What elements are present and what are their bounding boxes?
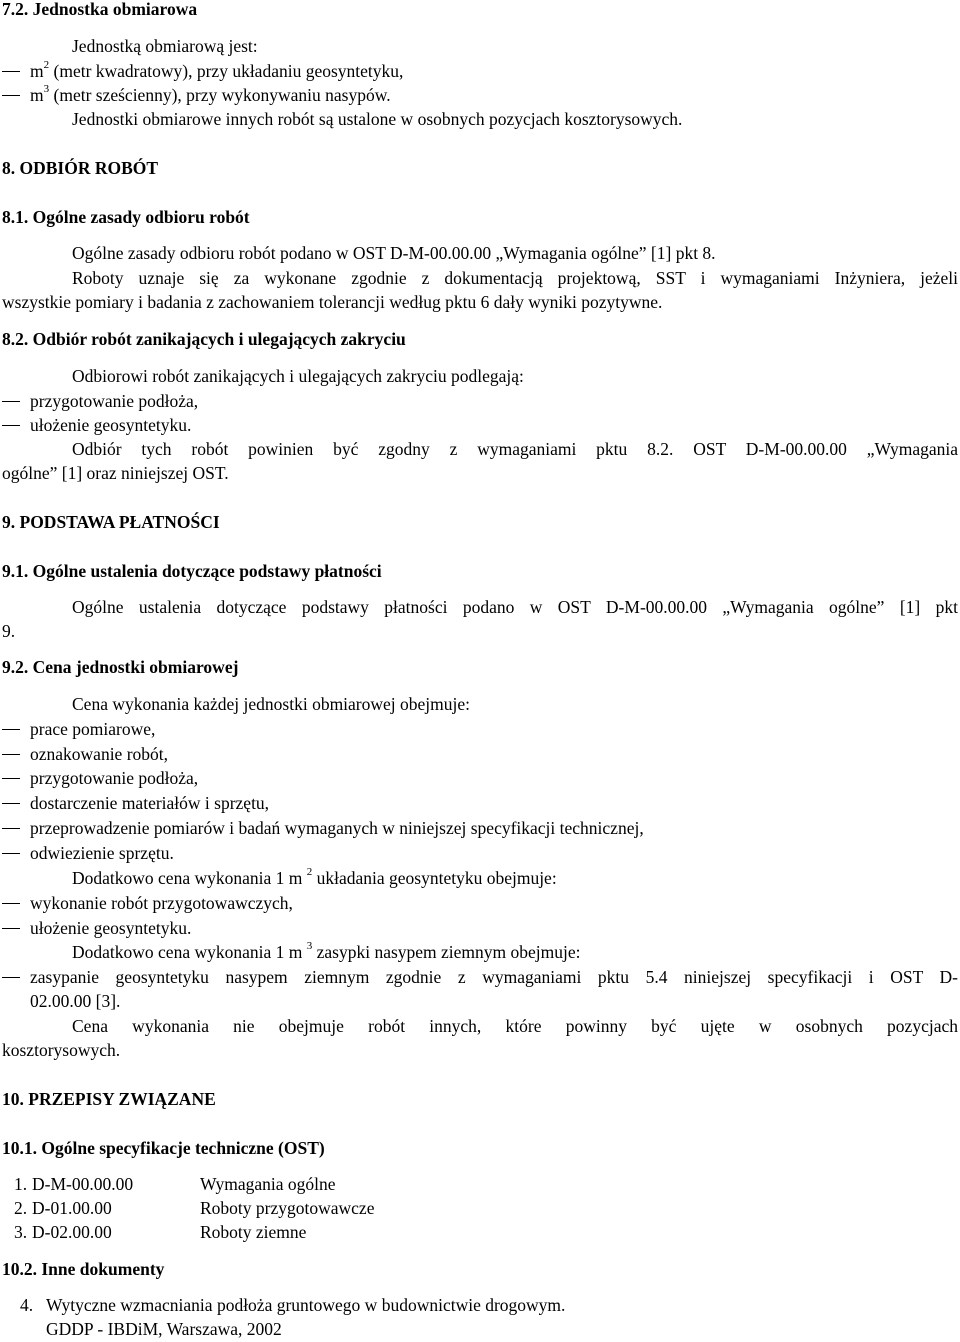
p82-acceptance-line2: ogólne” [1] oraz niniejszej OST.	[2, 463, 229, 483]
section-8-1-heading: 8.1. Ogólne zasady odbioru robót	[2, 207, 250, 227]
section-10-heading: 10. PRZEPISY ZWIĄZANE	[2, 1089, 216, 1109]
section-8-2-heading: 8.2. Odbiór robót zanikających i ulegających zakryciu	[2, 329, 406, 349]
p81-general: Ogólne zasady odbioru robót podano w OST D-M-00.00.00 „Wymagania ogólne” [1] pkt 8.	[72, 243, 716, 263]
list-dash	[2, 71, 20, 72]
list-dash	[2, 853, 20, 854]
list-dash	[2, 928, 20, 929]
spec-row	[14, 1197, 374, 1219]
unit-intro: Jednostką obmiarową jest:	[72, 36, 258, 56]
spec-row	[14, 1221, 306, 1243]
spec-title: Wymagania ogólne	[200, 1174, 336, 1194]
list-item: wykonanie robót przygotowawczych,	[30, 893, 293, 913]
p91-line1: Ogólne ustalenia dotyczące podstawy płatności podano w OST D-M-00.00.00 „Wymagania ogólne” [1] pkt	[72, 597, 958, 617]
exclusion-line1: Cena wykonania nie obejmuje robót innych, które powinny być ujęte w osobnych pozycjach	[72, 1016, 958, 1036]
section-9-2-heading: 9.2. Cena jednostki obmiarowej	[2, 657, 239, 677]
list-dash	[2, 803, 20, 804]
section-7-2-heading: 7.2. Jednostka obmiarowa	[2, 0, 198, 19]
spec-code: D-02.00.00	[32, 1222, 112, 1242]
list-item: ułożenie geosyntetyku.	[30, 415, 192, 435]
list-item: przygotowanie podłoża,	[30, 391, 199, 411]
section-10-1-heading: 10.1. Ogólne specyfikacje techniczne (OST)	[2, 1138, 325, 1158]
spec-title: Roboty ziemne	[200, 1222, 307, 1242]
unit-item-m2: $m^2$ (metr kwadratowy), przy układaniu geosyntetyku,	[30, 59, 404, 81]
section-10-2-heading: 10.2. Inne dokumenty	[2, 1259, 165, 1279]
list-item: odwiezienie sprzętu.	[30, 843, 174, 863]
spec-number: 3.	[14, 1222, 28, 1242]
p81-acceptance-line1: Roboty uznaje się za wykonane zgodnie z dokumentacją projektową, SST i wymaganiami Inżyniera, jeżeli	[72, 268, 958, 288]
list-dash	[2, 828, 20, 829]
other-units-text: Jednostki obmiarowe innych robót są ustalone w osobnych pozycjach kosztorysowych.	[72, 109, 683, 129]
list-item: przeprowadzenie pomiarów i badań wymaganych w niniejszej specyfikacji technicznej,	[30, 818, 644, 838]
doc-title-line2: GDDP - IBDiM, Warszawa, 2002	[46, 1319, 282, 1339]
list-item: prace pomiarowe,	[30, 719, 156, 739]
list-dash	[2, 95, 20, 96]
list-dash	[2, 729, 20, 730]
spec-number: 1.	[14, 1174, 28, 1194]
unit-item-m3: $m^3$ (metr sześcienny), przy wykonywaniu nasypów.	[30, 83, 391, 105]
list-dash	[2, 977, 20, 978]
list-dash	[2, 425, 20, 426]
p82-intro: Odbiorowi robót zanikających i ulegających zakryciu podlegają:	[72, 366, 524, 386]
p82-acceptance-line1: Odbiór tych robót powinien być zgodny z wymaganiami pktu 8.2. OST D-M-00.00.00 „Wymagania	[72, 439, 958, 459]
list-item: ułożenie geosyntetyku.	[30, 918, 192, 938]
list-item-line2: 02.00.00 [3].	[30, 991, 121, 1011]
list-dash	[2, 754, 20, 755]
spec-title: Roboty przygotowawcze	[200, 1198, 375, 1218]
list-dash	[2, 401, 20, 402]
spec-number: 2.	[14, 1198, 28, 1218]
section-9-heading: 9. PODSTAWA PŁATNOŚCI	[2, 512, 220, 532]
additional-m2-intro: Dodatkowo cena wykonania 1 m $^2$ układania geosyntetyku obejmuje:	[72, 866, 557, 888]
list-item: dostarczenie materiałów i sprzętu,	[30, 793, 270, 813]
p92-intro: Cena wykonania każdej jednostki obmiarowej obejmuje:	[72, 694, 471, 714]
list-item-line1: zasypanie geosyntetyku nasypem ziemnym zgodnie z wymaganiami pktu 5.4 niniejszej specyfikacji i OST D-	[30, 967, 958, 987]
doc-number: 4.	[20, 1295, 34, 1315]
p81-acceptance-line2: wszystkie pomiary i badania z zachowaniem tolerancji według pktu 6 dały wyniki pozytywne.	[2, 292, 663, 312]
list-dash	[2, 903, 20, 904]
list-item: oznakowanie robót,	[30, 744, 169, 764]
section-8-heading: 8. ODBIÓR ROBÓT	[2, 158, 159, 178]
spec-code: D-01.00.00	[32, 1198, 112, 1218]
list-item: przygotowanie podłoża,	[30, 768, 199, 788]
exclusion-line2: kosztorysowych.	[2, 1040, 121, 1060]
p91-line2: 9.	[2, 621, 16, 641]
spec-row	[14, 1173, 336, 1195]
spec-code: D-M-00.00.00	[32, 1174, 134, 1194]
additional-m3-intro: Dodatkowo cena wykonania 1 m $^3$ zasypki nasypem ziemnym obejmuje:	[72, 940, 581, 962]
list-dash	[2, 778, 20, 779]
section-9-1-heading: 9.1. Ogólne ustalenia dotyczące podstawy płatności	[2, 561, 382, 581]
doc-title-line1: Wytyczne wzmacniania podłoża gruntowego w budownictwie drogowym.	[46, 1295, 566, 1315]
